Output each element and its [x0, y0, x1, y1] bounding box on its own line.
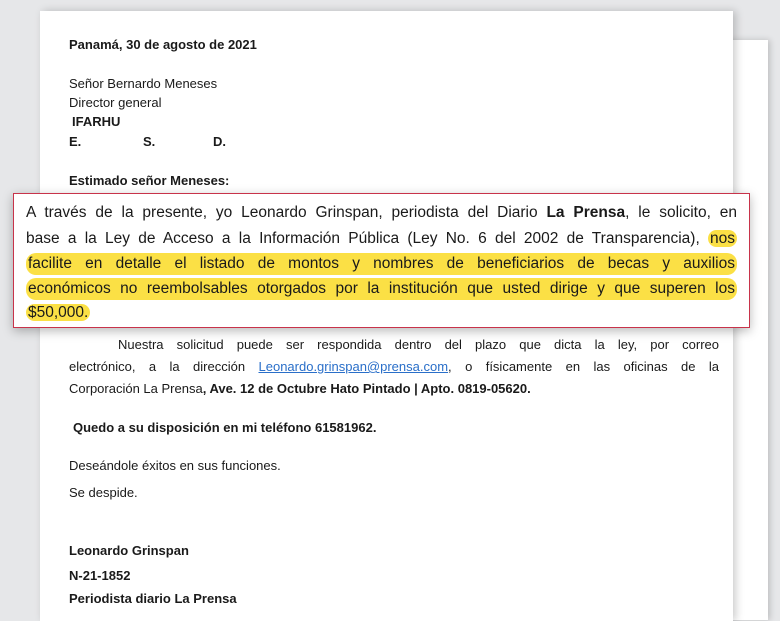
- salutation: Estimado señor Meneses:: [69, 173, 230, 188]
- signature-role: Periodista diario La Prensa: [69, 591, 237, 606]
- newspaper-name: La Prensa: [546, 204, 626, 221]
- closing-farewell: Se despide.: [69, 485, 138, 500]
- paragraph2-line-3: Corporación La Prensa, Ave. 12 de Octubre Hato Pintado | Apto. 0819-05620.: [69, 381, 531, 396]
- recipient-title: Director general: [69, 95, 162, 110]
- signature-name: Leonardo Grinspan: [69, 543, 189, 558]
- request-line-1: A través de la presente, yo Leonardo Grinspan, periodista del Diario La Prensa, le solicito, en: [26, 204, 737, 221]
- email-link[interactable]: Leonardo.grinspan@prensa.com: [258, 359, 449, 374]
- esd-s: S.: [143, 134, 156, 149]
- highlight-mark: económicos no reembolsables otorgados por la institución que usted dirige y que superen los: [26, 278, 737, 300]
- closing-wishes: Deseándole éxitos en sus funciones.: [69, 458, 281, 473]
- esd-e: E.: [69, 134, 82, 149]
- recipient-institution: IFARHU: [72, 114, 121, 129]
- signature-id: N-21-1852: [69, 568, 131, 583]
- request-line-3: [26, 253, 737, 275]
- highlight-mark: $50,000.: [28, 304, 89, 321]
- highlight-mark: nos: [710, 230, 735, 247]
- highlight-mark: facilite en detalle el listado de montos y nombres de beneficiarios de becas y auxilios: [26, 253, 737, 275]
- letter-date: Panamá, 30 de agosto de 2021: [69, 37, 257, 52]
- request-line-2: base a la Ley de Acceso a la Información Pública (Ley No. 6 del 2002 de Transparencia), nos: [26, 230, 735, 247]
- paragraph2-line-1: Nuestra solicitud puede ser respondida dentro del plazo que dicta la ley, por correo: [118, 337, 719, 352]
- address: , Ave. 12 de Octubre Hato Pintado | Apto. 0819-05620.: [202, 381, 531, 396]
- recipient-name: Señor Bernardo Meneses: [69, 76, 218, 91]
- request-line-5: [26, 302, 737, 324]
- phone-line: Quedo a su disposición en mi teléfono 61581962.: [73, 420, 377, 435]
- esd-d: D.: [213, 134, 226, 149]
- request-line-4: [26, 278, 737, 300]
- highlighted-request-box: [13, 193, 750, 328]
- paragraph2-line-2: electrónico, a la dirección Leonardo.grinspan@prensa.com, o físicamente en las oficinas de la: [69, 359, 719, 374]
